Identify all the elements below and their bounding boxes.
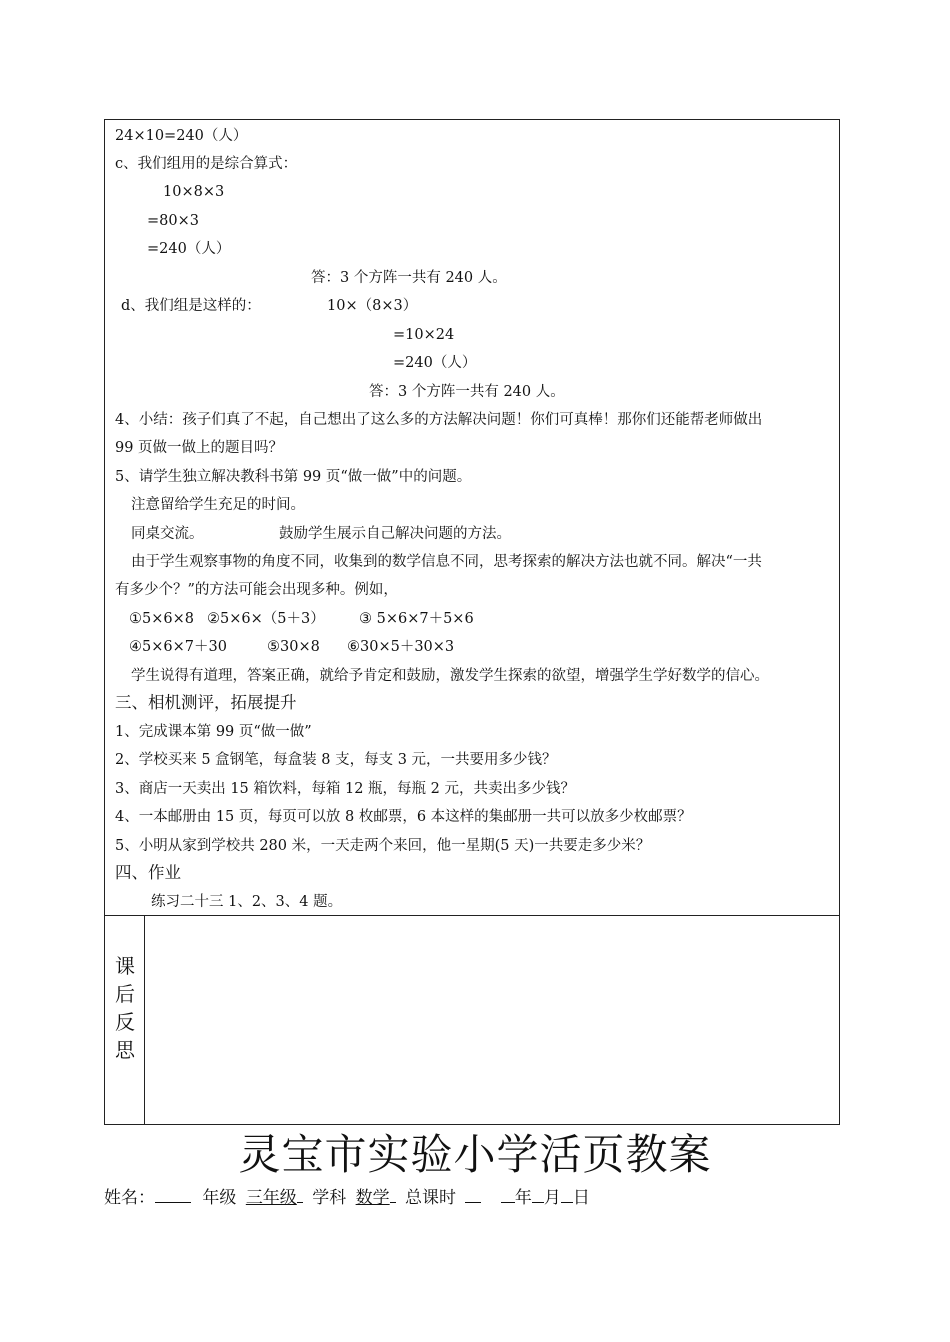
subject-label: 学科 — [312, 1188, 347, 1208]
formula-line: 10×（8×3） — [327, 298, 418, 314]
answer-line: 答：3 个方阵一共有 240 人。 — [369, 384, 565, 400]
month-label: 月 — [543, 1188, 561, 1208]
answer-line: 答：3 个方阵一共有 240 人。 — [311, 270, 507, 286]
text-line: 有多少个？”的方法可能会出现多种。例如， — [115, 582, 398, 598]
grade-value: 三年级 — [245, 1188, 297, 1208]
reflection-area[interactable] — [145, 916, 839, 1124]
text-line: d、我们组是这样的： — [121, 298, 261, 314]
text-line: 5、请学生独立解决教科书第 99 页“做一做”中的问题。 — [115, 469, 472, 485]
formula-line: ⑥30×5＋30×3 — [347, 639, 455, 655]
text-line: 同桌交流。 — [131, 526, 204, 542]
grade-label: 年级 — [202, 1188, 237, 1208]
lesson-plan-table — [104, 119, 840, 1125]
text-line: 注意留给学生充足的时间。 — [131, 497, 305, 513]
formula-line: 10×8×3 — [163, 184, 225, 200]
day-label: 日 — [572, 1188, 590, 1208]
text-line: 由于学生观察事物的角度不同，收集到的数学信息不同，思考探索的解决方法也就不同。解决“一共 — [131, 554, 762, 570]
text-line: 鼓励学生展示自己解决问题的方法。 — [279, 526, 511, 542]
text-line: 3、商店一天卖出 15 箱饮料，每箱 12 瓶，每瓶 2 元，共卖出多少钱？ — [115, 781, 576, 797]
text-line: 5、小明从家到学校共 280 米，一天走两个来回，他一星期(5 天)一共要走多少米？ — [115, 838, 651, 854]
day-blank[interactable] — [561, 1186, 573, 1203]
section-heading: 三、相机测评，拓展提升 — [115, 693, 297, 712]
subject-blank — [390, 1186, 396, 1203]
year-label: 年 — [514, 1188, 532, 1208]
text-line: 1、完成课本第 99 页“做一做” — [115, 724, 312, 740]
year-blank[interactable] — [501, 1186, 515, 1203]
hours-blank[interactable] — [465, 1186, 481, 1203]
text-line: c、我们组用的是综合算式： — [115, 156, 298, 172]
formula-line: =240（人） — [147, 241, 231, 257]
formula-line: =10×24 — [393, 327, 455, 343]
reflection-label-char: 思 — [115, 1038, 135, 1062]
text-line: 4、一本邮册由 15 页，每页可以放 8 枚邮票，6 本这样的集邮册一共可以放多少枚邮票？ — [115, 809, 692, 825]
formula-line: ④5×6×7＋30 — [129, 639, 227, 655]
reflection-label-cell — [105, 916, 145, 1124]
reflection-label-char: 后 — [115, 982, 135, 1006]
formula-line: ⑤30×8 — [267, 639, 320, 655]
month-blank[interactable] — [532, 1186, 544, 1203]
formula-line: ①5×6×8 — [129, 611, 194, 627]
text-line: 练习二十三 1、2、3、4 题。 — [151, 894, 343, 910]
text-line: 4、小结：孩子们真了不起，自己想出了这么多的方法解决问题！你们可真棒！那你们还能帮老师做出 — [115, 412, 763, 428]
formula-line: ②5×6×（5＋3） — [207, 611, 325, 627]
subject-value: 数学 — [355, 1188, 390, 1208]
grade-blank — [297, 1186, 303, 1203]
reflection-label-char: 课 — [115, 954, 135, 978]
name-label: 姓名： — [104, 1188, 155, 1208]
section-heading: 四、作业 — [115, 863, 181, 882]
document-title: 灵宝市实验小学活页教案 — [238, 1130, 712, 1179]
footer-info — [104, 1186, 590, 1210]
formula-line: =80×3 — [147, 213, 199, 229]
lesson-content-cell — [105, 120, 839, 916]
text-line: 2、学校买来 5 盒钢笔，每盒装 8 支，每支 3 元，一共要用多少钱？ — [115, 752, 557, 768]
text-line: 24×10=240（人） — [115, 128, 248, 144]
name-blank[interactable] — [155, 1186, 191, 1203]
text-line: 学生说得有道理，答案正确，就给予肯定和鼓励，激发学生探索的欲望，增强学生学好数学的信心。 — [131, 668, 769, 684]
formula-line: =240（人） — [393, 355, 477, 371]
reflection-label-char: 反 — [115, 1010, 135, 1034]
hours-label: 总课时 — [405, 1188, 457, 1208]
formula-line: ③ 5×6×7＋5×6 — [359, 611, 474, 627]
text-line: 99 页做一做上的题目吗？ — [115, 440, 284, 456]
